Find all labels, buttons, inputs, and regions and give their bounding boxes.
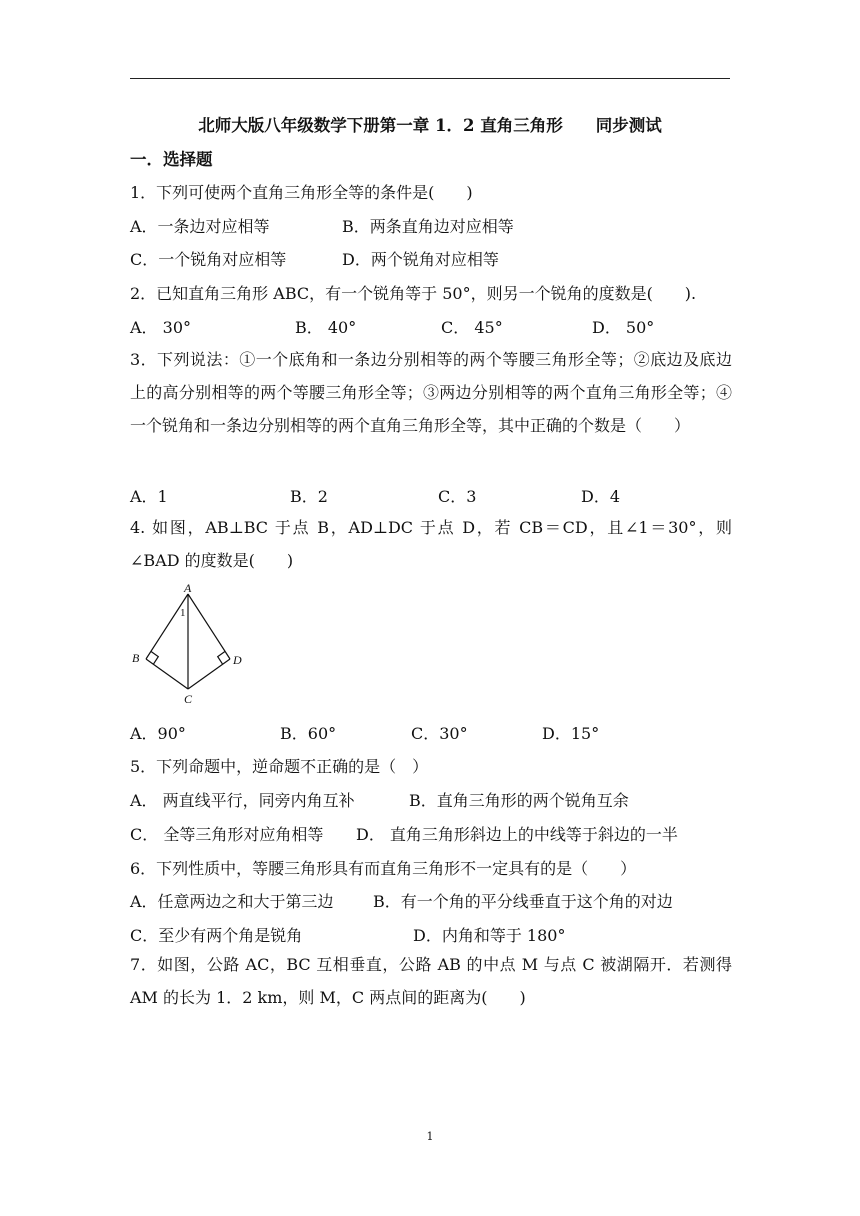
question-3-option-c: C．3: [438, 487, 477, 506]
question-1-stem: 1．下列可使两个直角三角形全等的条件是( ): [130, 183, 473, 202]
question-1-option-a: A．一条边对应相等: [130, 217, 270, 236]
question-2-option-a: A． 30°: [130, 318, 192, 337]
question-1-option-c: C．一个锐角对应相等: [130, 250, 287, 269]
geometry-figure-q4: [128, 582, 248, 707]
right-angle-mark-b: [151, 651, 158, 664]
question-4-option-b: B．60°: [280, 724, 337, 743]
segment-ad: [188, 594, 230, 659]
page-number: 1: [426, 1130, 434, 1143]
question-5-option-c: C． 全等三角形对应角相等: [130, 825, 324, 844]
question-6-option-a: A．任意两边之和大于第三边: [130, 892, 334, 911]
page-title: 北师大版八年级数学下册第一章 1．2 直角三角形 同步测试: [198, 116, 662, 135]
question-6-option-b: B．有一个角的平分线垂直于这个角的对边: [373, 892, 673, 911]
question-2-option-d: D． 50°: [592, 318, 655, 337]
question-1-option-d: D．两个锐角对应相等: [342, 250, 499, 269]
segment-ab: [146, 594, 188, 659]
question-3-option-a: A．1: [130, 487, 168, 506]
segment-dc: [188, 659, 230, 689]
label-c: C: [184, 692, 193, 706]
question-3-option-b: B．2: [290, 487, 328, 506]
label-d: D: [233, 653, 242, 667]
question-4-option-a: A．90°: [130, 724, 186, 743]
question-2-option-b: B． 40°: [295, 318, 357, 337]
question-3-option-d: D．4: [581, 487, 621, 506]
question-2-option-c: C． 45°: [441, 318, 503, 337]
question-4-stem: 4. 如图，AB⊥BC 于点 B，AD⊥DC 于点 D，若 CB＝CD，且∠1＝30°，则∠BAD 的度数是( ): [130, 518, 732, 570]
question-5-option-d: D． 直角三角形斜边上的中线等于斜边的一半: [356, 825, 678, 844]
question-5-option-b: B．直角三角形的两个锐角互余: [409, 791, 629, 810]
header-rule: [130, 78, 730, 79]
question-6-stem: 6．下列性质中，等腰三角形具有而直角三角形不一定具有的是（ ）: [130, 859, 637, 878]
question-4-option-d: D．15°: [542, 724, 600, 743]
question-6-option-c: C．至少有两个角是锐角: [130, 926, 303, 945]
question-1-option-b: B．两条直角边对应相等: [342, 217, 514, 236]
label-a: A: [184, 582, 192, 595]
question-6-option-d: D．内角和等于 180°: [413, 926, 566, 945]
label-b: B: [132, 651, 140, 665]
label-angle-1: 1: [180, 607, 186, 619]
question-3-stem: 3．下列说法：①一个底角和一条边分别相等的两个等腰三角形全等；②底边及底边上的高分别相等的两个等腰三角形全等；③两边分别相等的两个直角三角形全等；④一个锐角和一条边分别相等的两个直角三角形全等，其中正确的个数是（ ）: [130, 350, 732, 435]
question-4-option-c: C．30°: [411, 724, 468, 743]
segment-bc: [146, 659, 188, 689]
section-heading: 一．选择题: [130, 150, 213, 169]
question-7-stem: 7．如图，公路 AC，BC 互相垂直，公路 AB 的中点 M 与点 C 被湖隔开．若测得 AM 的长为 1．2 km，则 M，C 两点间的距离为( ): [130, 955, 732, 1007]
question-2-stem: 2．已知直角三角形 ABC，有一个锐角等于 50°，则另一个锐角的度数是( ).: [130, 284, 697, 303]
right-angle-mark-d: [218, 651, 225, 664]
question-5-stem: 5．下列命题中，逆命题不正确的是（ ）: [130, 757, 429, 776]
question-5-option-a: A． 两直线平行，同旁内角互补: [130, 791, 355, 810]
